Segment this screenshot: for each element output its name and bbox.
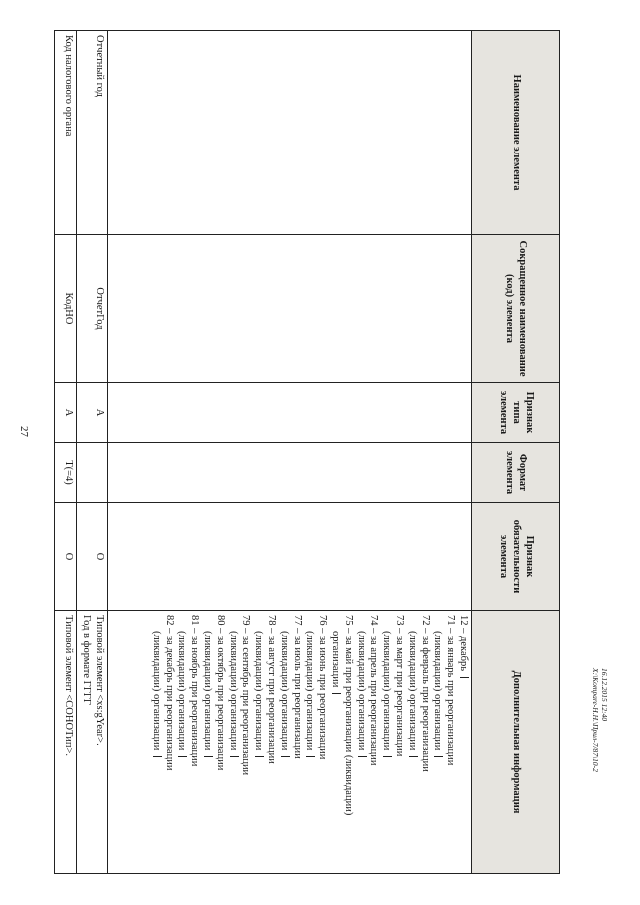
cell-name: Код налогового органа bbox=[55, 31, 77, 235]
cell-info bbox=[108, 611, 472, 874]
cell-required: О bbox=[55, 503, 77, 611]
table-row bbox=[55, 31, 77, 874]
footer-file-path: X:\Kompare-Н.Н.\Прил-7/87\10-2 bbox=[591, 668, 601, 772]
document-footer bbox=[591, 668, 608, 772]
header-additional-info: Дополнительная информация bbox=[472, 611, 560, 874]
info-line: организации bbox=[328, 615, 341, 869]
header-element-required: Признак обязательности элемента bbox=[472, 503, 560, 611]
info-line: (ликвидации) организации bbox=[405, 615, 418, 869]
cell-type: А bbox=[55, 383, 77, 443]
info-line: 76 – за июнь при реорганизации bbox=[317, 615, 329, 760]
info-line: (ликвидации) организации bbox=[379, 615, 392, 869]
cell-format: T(=4) bbox=[55, 443, 77, 503]
info-line: Типовой элемент <xs:gYear>. bbox=[94, 615, 105, 746]
cell-code: КодНО bbox=[55, 235, 77, 383]
info-line: (ликвидации) организации bbox=[149, 615, 162, 869]
info-line: 81 – за ноябрь при реорганизации bbox=[189, 615, 201, 767]
cell-type: А bbox=[77, 383, 108, 443]
info-line: 74 – за апрель при реорганизации bbox=[368, 615, 380, 766]
info-line: 73 – за март при реорганизации bbox=[394, 615, 406, 757]
header-element-type: Признак типа элемента bbox=[472, 383, 560, 443]
info-line: 80 – за октябрь при реорганизации bbox=[214, 615, 226, 771]
info-line: (ликвидации) организации bbox=[303, 615, 316, 869]
cell-name bbox=[108, 31, 472, 235]
footer-timestamp: 16.12.2015 12:40 bbox=[600, 668, 609, 722]
header-element-name: Наименование элемента bbox=[472, 31, 560, 235]
cell-required: О bbox=[77, 503, 108, 611]
cell-format bbox=[77, 443, 108, 503]
info-line: (ликвидации) организации bbox=[175, 615, 188, 869]
info-line: Год в формате ГГГГ bbox=[81, 615, 93, 705]
cell-code: ОтчетГод bbox=[77, 235, 108, 383]
info-line: 78 – за август при реорганизации bbox=[266, 615, 278, 764]
cell-type bbox=[108, 383, 472, 443]
cell-name: Отчетный год bbox=[77, 31, 108, 235]
cell-code bbox=[108, 235, 472, 383]
info-line: (ликвидации) организации bbox=[251, 615, 264, 869]
info-line: (ликвидации) организации bbox=[354, 615, 367, 869]
info-line: (ликвидации) организации bbox=[200, 615, 213, 869]
info-line: (ликвидации) организации bbox=[277, 615, 290, 869]
table-container bbox=[60, 30, 560, 873]
rotated-table-frame bbox=[60, 30, 560, 873]
header-element-code: Сокращенное наименование (код) элемента bbox=[472, 235, 560, 383]
info-line: 79 – за сентябрь при реорганизации bbox=[240, 615, 252, 776]
header-element-format: Формат элемента bbox=[472, 443, 560, 503]
page-number: 27 bbox=[18, 426, 30, 437]
table-header-row bbox=[472, 31, 560, 874]
info-line: 75 – за май при реорганизации (ликвидации) bbox=[342, 615, 354, 816]
cell-format bbox=[108, 443, 472, 503]
cell-info bbox=[77, 611, 108, 874]
table-row bbox=[108, 31, 472, 874]
info-line: Типовой элемент <СОНОТип>. bbox=[63, 615, 75, 756]
info-line: 12 – декабрь bbox=[456, 615, 469, 869]
info-line: 82 – за декабрь при реорганизации bbox=[163, 615, 175, 771]
info-line: (ликвидации) организации bbox=[431, 615, 444, 869]
info-line: (ликвидации) организации bbox=[226, 615, 239, 869]
elements-table bbox=[54, 30, 560, 874]
info-line: 71 – за январь при реорганизации bbox=[445, 615, 457, 766]
cell-required bbox=[108, 503, 472, 611]
info-line: 77 – за июль при реорганизации bbox=[291, 615, 303, 759]
cell-info bbox=[55, 611, 77, 874]
table-row bbox=[77, 31, 108, 874]
info-line: 72 – за февраль при реорганизации bbox=[419, 615, 431, 772]
